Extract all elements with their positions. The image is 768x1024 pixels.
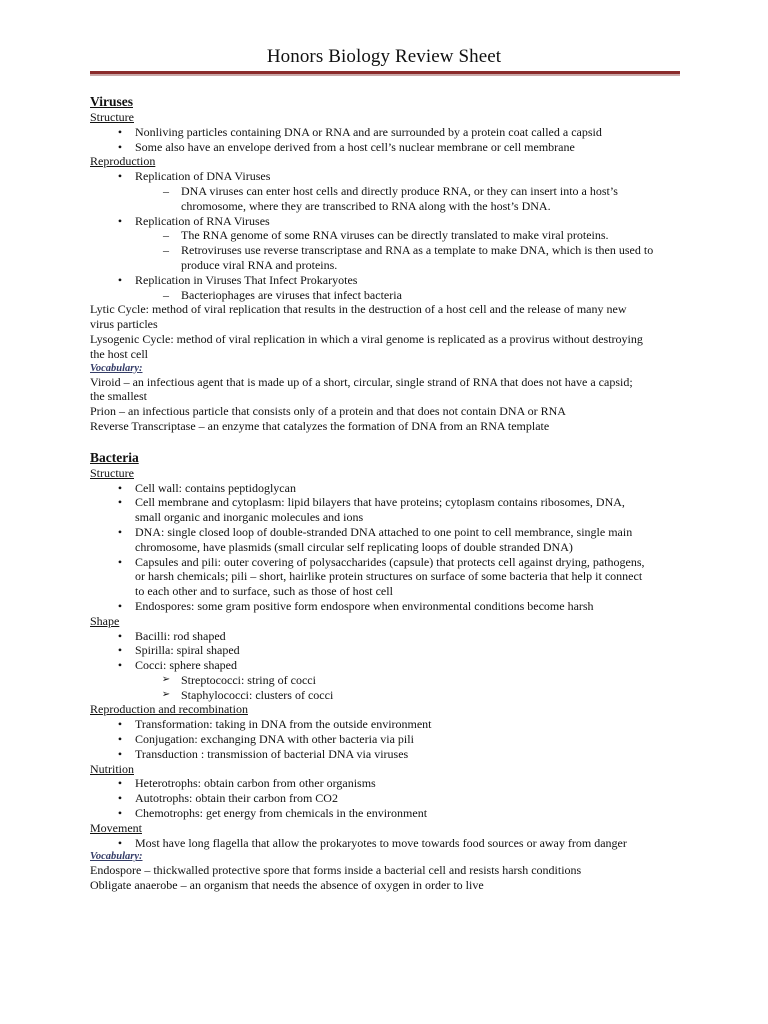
subheading-movement: Movement: [90, 820, 142, 835]
list-item: • Cell wall: contains peptidoglycan: [90, 481, 690, 496]
list-item: • Replication of RNA Viruses: [90, 214, 690, 229]
arrow-bullet-icon: ➢: [161, 688, 171, 700]
sub-list-item: – Retroviruses use reverse transcriptase and RNA as a template to make DNA, which is then used to: [90, 243, 690, 258]
subheading-structure: Structure: [90, 110, 134, 124]
dash-icon: –: [163, 228, 169, 243]
list-item: • DNA: single closed loop of double-stranded DNA attached to one point to cell membrance, single main: [90, 525, 690, 540]
dash-icon: –: [163, 243, 169, 258]
list-item: • Conjugation: exchanging DNA with other bacteria via pili: [90, 732, 690, 747]
vocab-viroid-cont: the smallest: [90, 389, 147, 404]
bullet-icon: •: [117, 124, 123, 139]
sub-list-item: ➢ Streptococci: string of cocci: [90, 673, 690, 688]
list-item: • Transduction : transmission of bacterial DNA via viruses: [90, 747, 690, 762]
bullet-icon: •: [117, 658, 123, 673]
dash-icon: –: [163, 183, 169, 198]
list-item: • Endospores: some gram positive form endospore when environmental conditions become harsh: [90, 599, 690, 614]
list-item: • Chemotrophs: get energy from chemicals in the environment: [90, 806, 690, 821]
bullet-icon: •: [117, 480, 123, 495]
bullet-icon: •: [117, 776, 123, 791]
content: [90, 94, 690, 893]
vocab-prion: Prion – an infectious particle that consists only of a protein and that does not contain DNA or RNA: [90, 404, 566, 419]
subheading-reproduction: Reproduction: [90, 154, 156, 169]
sub-list-item-cont: chromosome, where they are transcribed to RNA along with the host’s DNA.: [181, 198, 551, 213]
bullet-icon: •: [117, 139, 123, 154]
subheading-structure: Structure: [90, 465, 134, 480]
lytic-cycle-text: Lytic Cycle: method of viral replication that results in the destruction of a host cell and the release of many new: [90, 302, 627, 317]
bullet-icon: •: [117, 495, 123, 510]
list-item-cont: chromosome, have plasmids (small circular self replicating loops of double stranded DNA): [135, 539, 573, 554]
subheading-shape: Shape: [90, 613, 120, 628]
list-item: • Cocci: sphere shaped: [90, 658, 690, 673]
bullet-icon: •: [117, 272, 123, 287]
bullet-icon: •: [117, 717, 123, 732]
vocab-obligate-anaerobe: Obligate anaerobe – an organism that needs the absence of oxygen in order to live: [90, 878, 484, 893]
list-item: • Some also have an envelope derived from a host cell’s nuclear membrane or cell membrane: [90, 140, 690, 155]
bullet-icon: •: [117, 746, 123, 761]
list-item: • Cell membrane and cytoplasm: lipid bilayers that have proteins; cytoplasm contains ribosomes, DNA,: [90, 495, 690, 510]
list-item: • Replication in Viruses That Infect Prokaryotes: [90, 273, 690, 288]
bullet-icon: •: [117, 213, 123, 228]
sub-list-item: – DNA viruses can enter host cells and directly produce RNA, or they can insert into a host’s: [90, 184, 690, 199]
bullet-icon: •: [117, 554, 123, 569]
list-item-cont: small organic and inorganic molecules and ions: [135, 510, 364, 525]
vocabulary-label: Vocabulary:: [90, 851, 143, 863]
list-item: • Replication of DNA Viruses: [90, 169, 690, 184]
page-title: Honors Biology Review Sheet: [266, 46, 502, 67]
list-item: • Autotrophs: obtain their carbon from CO2: [90, 791, 690, 806]
lysogenic-cycle-text: Lysogenic Cycle: method of viral replication in which a viral genome is replicated as a provirus without destroying: [90, 331, 643, 346]
lysogenic-cycle-text-cont: the host cell: [90, 346, 148, 361]
list-item: • Nonliving particles containing DNA or RNA and are surrounded by a protein coat called a capsid: [90, 125, 690, 140]
dash-icon: –: [163, 287, 169, 302]
bullet-icon: •: [117, 643, 123, 658]
bullet-icon: •: [117, 791, 123, 806]
bullet-icon: •: [117, 169, 123, 184]
sub-list-item: – The RNA genome of some RNA viruses can be directly translated to make viral proteins.: [90, 228, 690, 243]
title-rule-shadow: [90, 74, 680, 76]
list-item: • Bacilli: rod shaped: [90, 629, 690, 644]
vocabulary-label: Vocabulary:: [90, 362, 143, 374]
section-heading-bacteria: Bacteria: [90, 449, 139, 465]
bullet-icon: •: [117, 628, 123, 643]
list-item: • Capsules and pili: outer covering of polysaccharides (capsule) that protects cell against drying, pathogens,: [90, 555, 690, 570]
subheading-reproduction: Reproduction and recombination: [90, 702, 248, 717]
lytic-cycle-text-cont: virus particles: [90, 317, 158, 332]
sub-list-item: – Bacteriophages are viruses that infect bacteria: [90, 288, 690, 303]
sub-list-item-cont: produce viral RNA and proteins.: [181, 257, 338, 272]
bullet-icon: •: [117, 732, 123, 747]
list-item: • Transformation: taking in DNA from the outside environment: [90, 717, 690, 732]
sub-list-item: ➢ Staphylococci: clusters of cocci: [90, 688, 690, 703]
vocab-endospore: Endospore – thickwalled protective spore that forms inside a bacterial cell and resists harsh conditions: [90, 863, 582, 878]
vocab-viroid: Viroid – an infectious agent that is made up of a short, circular, single strand of RNA that does not have a capsid;: [90, 374, 633, 389]
bullet-icon: •: [117, 598, 123, 613]
bullet-icon: •: [117, 835, 123, 850]
vocab-reverse-transcriptase: Reverse Transcriptase – an enzyme that catalyzes the formation of DNA from an RNA template: [90, 418, 550, 433]
bullet-icon: •: [117, 806, 123, 821]
list-item: • Spirilla: spiral shaped: [90, 643, 690, 658]
section-heading-viruses: Viruses: [90, 94, 133, 109]
list-item: • Most have long flagella that allow the prokaryotes to move towards food sources or away from danger: [90, 836, 690, 851]
list-item-cont: to each other and to surface, such as those of host cell: [135, 584, 393, 599]
subheading-nutrition: Nutrition: [90, 761, 134, 776]
list-item-cont: or harsh chemicals; pili – short, hairlike protein structures on surface of some bacteria that help it connect: [135, 569, 643, 584]
bullet-icon: •: [117, 524, 123, 539]
arrow-bullet-icon: ➢: [161, 673, 171, 685]
list-item: • Heterotrophs: obtain carbon from other organisms: [90, 776, 690, 791]
